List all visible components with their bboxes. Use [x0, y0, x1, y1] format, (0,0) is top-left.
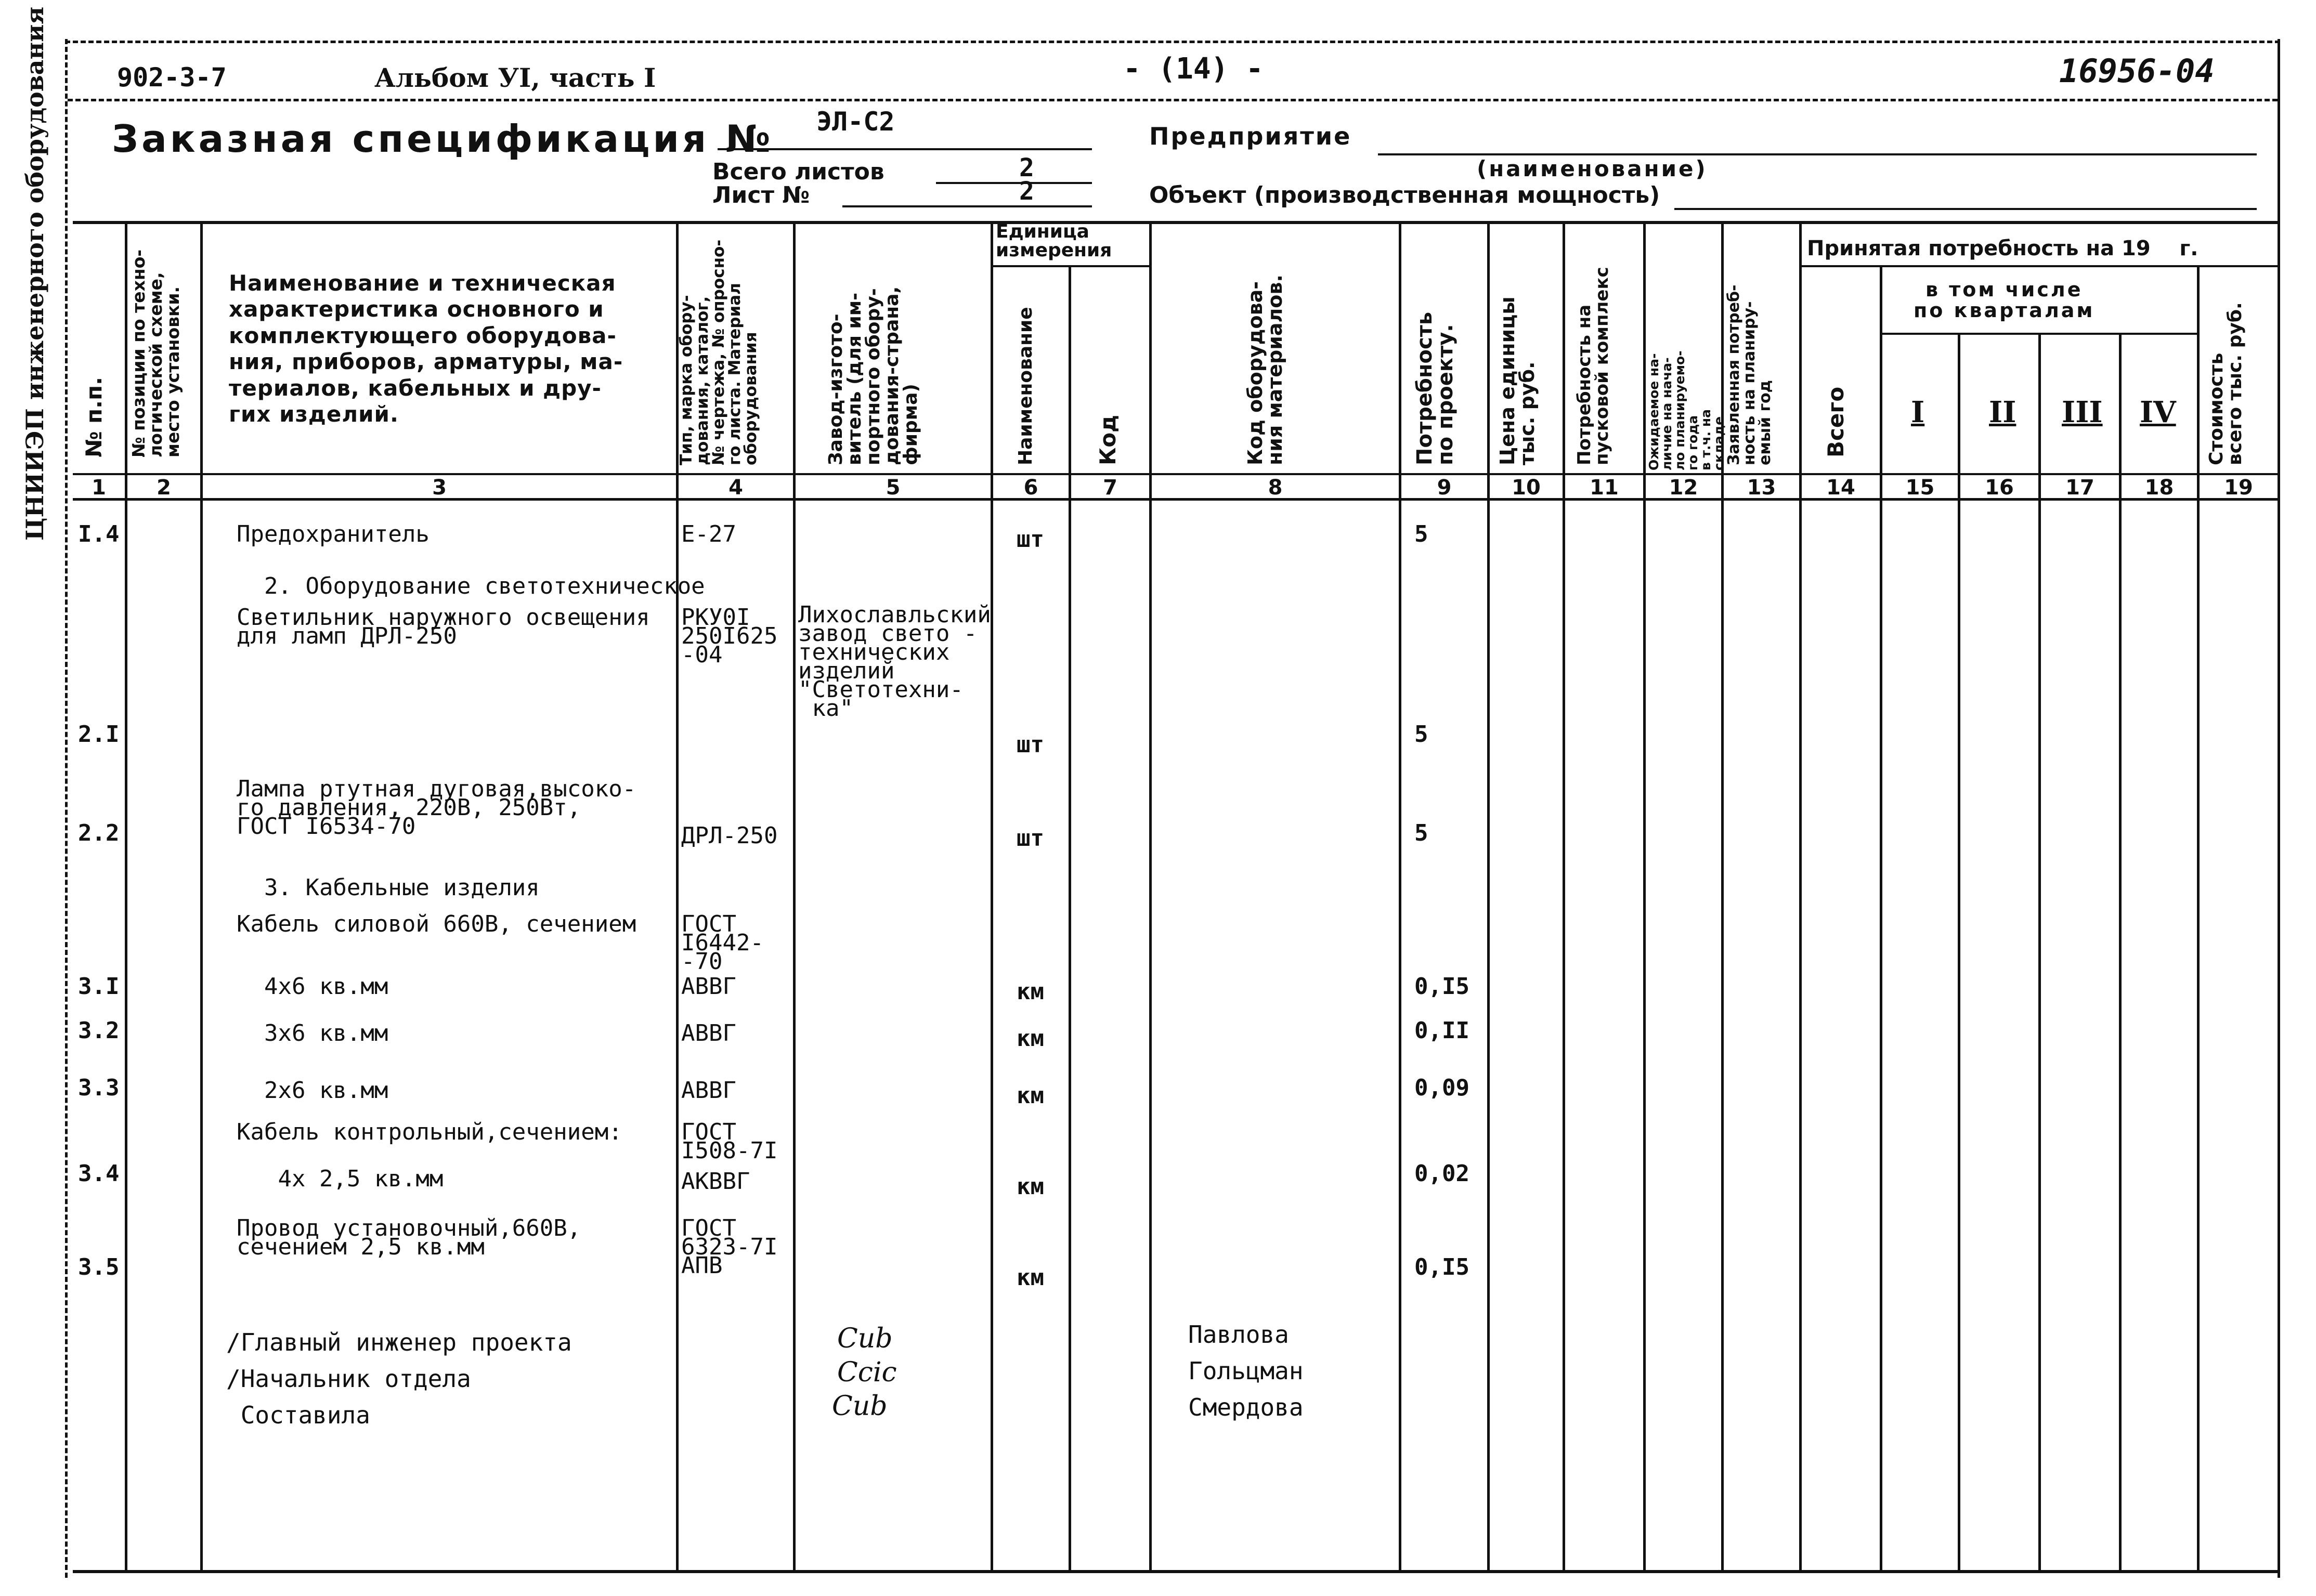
signature-role-compiler: Составила: [226, 1401, 370, 1429]
col-number: 16: [1985, 476, 2014, 500]
col-line: [1149, 221, 1152, 1570]
enterprise-label: Предприятие: [1149, 122, 1352, 150]
signature-name-chief-engineer: Павлова: [1188, 1320, 1289, 1349]
quarter-3-header: III: [2062, 395, 2103, 429]
doc-code: 902-3-7: [117, 62, 227, 93]
row-type: ГОСТ I6442- -70: [681, 911, 764, 975]
row-name: Предохранитель: [237, 521, 430, 547]
unit-group-line: [991, 265, 1149, 267]
row-name: Кабель силовой 660В, сечением: [237, 911, 636, 937]
row-unit: шт: [1017, 526, 1044, 553]
col-header-3: Наименование и техническая характеристика основного и комплектующего оборудова- ния, приборов, арматуры, ма- териалов, кабельных и дру- гих изделий.: [229, 270, 623, 427]
col-number: 14: [1826, 476, 1855, 500]
row-unit: км: [1017, 1173, 1044, 1200]
col-header-10: Цена единицы тыс. руб.: [1496, 296, 1539, 465]
row-quantity: 0,I5: [1414, 973, 1469, 1000]
col-header-14: Всего: [1823, 386, 1849, 457]
row-name: 3. Кабельные изделия: [237, 874, 540, 901]
quarter-1-header: I: [1911, 395, 1925, 429]
row-type: АВВГ: [681, 1077, 736, 1104]
table-top: [73, 221, 2278, 224]
col-header-12: Ожидаемое на- личие на нача- ло планируемо- го года в т.ч. на складе: [1646, 350, 1726, 470]
total-sheets-value: 2: [1019, 153, 1034, 182]
col-line: [1487, 221, 1490, 1570]
row-unit: шт: [1017, 731, 1044, 758]
row-name: Светильник наружного освещения для ламп ДРЛ-250: [237, 604, 650, 650]
col-number: 13: [1747, 476, 1776, 500]
col-line: [200, 221, 203, 1570]
row-unit: км: [1017, 1025, 1044, 1052]
frame-right: [2278, 39, 2280, 1578]
row-quantity: 0,II: [1414, 1017, 1469, 1044]
frame-left: [65, 39, 68, 1578]
sheet-underline: [842, 205, 1092, 207]
spec-number: ЭЛ-С2: [816, 107, 895, 137]
row-position: 3.4: [78, 1160, 120, 1187]
spec-number-underline: [718, 148, 1092, 150]
row-unit: шт: [1017, 825, 1044, 852]
row-type: ГОСТ I508-7I: [681, 1119, 778, 1165]
col-number: 17: [2065, 476, 2094, 500]
row-type: ДРЛ-250: [681, 822, 778, 849]
quarter-2-header: II: [1989, 395, 2016, 429]
col-number: 10: [1512, 476, 1541, 500]
col-line: [2119, 333, 2122, 1570]
col-number: 7: [1103, 476, 1117, 500]
handwritten-signature: Ccic: [837, 1357, 897, 1388]
header-numbers-top: [73, 473, 2278, 475]
col-line: [1880, 265, 1882, 1570]
row-quantity: 0,09: [1414, 1075, 1469, 1101]
album-label: Альбом УI, часть I: [374, 62, 656, 93]
col-number: 9: [1437, 476, 1452, 500]
enterprise-line: [1378, 153, 2257, 155]
col-line: [793, 221, 796, 1570]
col-header-2: № позиции по техно- логической схеме, место установки.: [128, 249, 183, 457]
row-type: АКВВГ: [681, 1168, 750, 1195]
row-unit: км: [1017, 1264, 1044, 1291]
col-header-13: Заявленная потреб- ность на планиру- емый год: [1725, 284, 1774, 465]
row-unit: км: [1017, 978, 1044, 1005]
col-header-11: Потребность на пусковой комплекс: [1574, 267, 1612, 465]
col-number: 1: [92, 476, 106, 500]
row-type: АВВГ: [681, 973, 736, 1000]
row-quantity: 0,02: [1414, 1160, 1469, 1187]
col-line: [1069, 265, 1071, 1570]
col-number: 6: [1023, 476, 1038, 500]
row-quantity: 5: [1414, 721, 1428, 748]
row-type: ГОСТ 6323-7I АПВ: [681, 1215, 778, 1279]
row-position: 2.I: [78, 721, 120, 748]
object-label: Объект (производственная мощность): [1149, 182, 1660, 208]
frame-top: [65, 41, 2280, 43]
sheets-underline: [936, 182, 1092, 184]
col-line: [1643, 221, 1646, 1570]
col-line: [1399, 221, 1401, 1570]
quarters-header: в том числе по кварталам: [1914, 278, 2095, 322]
signature-role-chief-engineer: /Главный инженер проекта: [226, 1328, 572, 1356]
handwritten-signature: Cub: [832, 1391, 888, 1422]
col-number: 2: [157, 476, 171, 500]
signature-role-department-head: /Начальник отдела: [226, 1365, 471, 1393]
page-number: - (14) -: [1123, 52, 1264, 86]
col-header-8: Код оборудова- ния материалов.: [1244, 274, 1286, 465]
col-header-7: Код: [1095, 414, 1121, 465]
col-header-6: Наименование: [1015, 307, 1036, 465]
row-name: 3х6 кв.мм: [237, 1020, 388, 1046]
row-name: 2. Оборудование светотехническое: [237, 573, 705, 599]
sheet-value: 2: [1019, 177, 1034, 206]
col-number: 11: [1590, 476, 1619, 500]
col-number: 5: [886, 476, 901, 500]
row-maker: Лихославльский завод свето - технических изделий "Светотехни- ка": [798, 601, 991, 722]
col-header-19: Стоимость всего тыс. руб.: [2206, 302, 2246, 465]
col-line: [991, 221, 993, 1570]
quarter-4-header: IV: [2140, 395, 2176, 429]
object-line: [1674, 208, 2257, 210]
col-number: 4: [728, 476, 743, 500]
accepted-header: Принятая потребность на 19 г.: [1807, 237, 2198, 260]
row-type: Е-27: [681, 521, 736, 547]
sheet-label: Лист №: [712, 182, 810, 208]
col-header-9: Потребность по проекту.: [1413, 311, 1458, 465]
col-number: 12: [1669, 476, 1698, 500]
col-number: 15: [1905, 476, 1935, 500]
row-unit: км: [1017, 1082, 1044, 1109]
row-position: 3.5: [78, 1254, 120, 1280]
name-label: (наименование): [1477, 156, 1708, 181]
side-organization-title: ЦНИИЭП инженерного оборудования: [21, 6, 49, 541]
col-line: [1958, 333, 1960, 1570]
row-position: 3.3: [78, 1075, 120, 1101]
row-position: 3.2: [78, 1017, 120, 1044]
inventory-number: 16956-04: [2059, 52, 2215, 90]
accepted-line: [1799, 265, 2278, 267]
row-name: 4х 2,5 кв.мм: [237, 1166, 444, 1192]
row-name: Провод установочный,660В, сечением 2,5 кв.мм: [237, 1215, 581, 1261]
row-name: Кабель контрольный,сечением:: [237, 1119, 622, 1145]
row-position: I.4: [78, 521, 120, 547]
row-name: 4х6 кв.мм: [237, 973, 388, 1000]
col-header-5: Завод-изгото- витель (для им- портного обору- дования-страна, фирма): [825, 286, 921, 465]
col-line: [1799, 221, 1802, 1570]
col-header-1: № п.п.: [81, 376, 107, 457]
signature-name-department-head: Гольцман: [1188, 1357, 1304, 1385]
row-type: РКУ0I 250I625 -04: [681, 604, 778, 669]
header-separator: [68, 99, 2278, 101]
row-position: 2.2: [78, 820, 120, 846]
col-line: [2197, 265, 2200, 1570]
handwritten-signature: Cub: [837, 1323, 893, 1354]
frame-bottom: [73, 1570, 2278, 1573]
row-name: 2х6 кв.мм: [237, 1077, 388, 1104]
unit-group-header: Единица измерения: [996, 221, 1112, 261]
row-quantity: 5: [1414, 820, 1428, 846]
col-number: 8: [1268, 476, 1283, 500]
col-line: [1563, 221, 1565, 1570]
row-quantity: 5: [1414, 521, 1428, 547]
col-number: 3: [432, 476, 447, 500]
row-name: Лампа ртутная дуговая,высоко- го давления, 220В, 250Вт, ГОСТ I6534-70: [237, 776, 636, 840]
col-number: 19: [2224, 476, 2253, 500]
col-header-4: Тип, марка обору- дования, каталог, № чертежа, № опросно- го листа. Материал оборудования: [677, 239, 760, 465]
signature-name-compiler: Смердова: [1188, 1393, 1304, 1421]
quarters-line: [1880, 333, 2197, 335]
col-line: [2038, 333, 2041, 1570]
col-line: [125, 221, 127, 1570]
spec-title: Заказная спецификация №: [112, 117, 774, 161]
row-position: 3.I: [78, 973, 120, 1000]
total-sheets-label: Всего листов: [712, 159, 884, 185]
row-quantity: 0,I5: [1414, 1254, 1469, 1280]
row-type: АВВГ: [681, 1020, 736, 1046]
col-number: 18: [2144, 476, 2174, 500]
